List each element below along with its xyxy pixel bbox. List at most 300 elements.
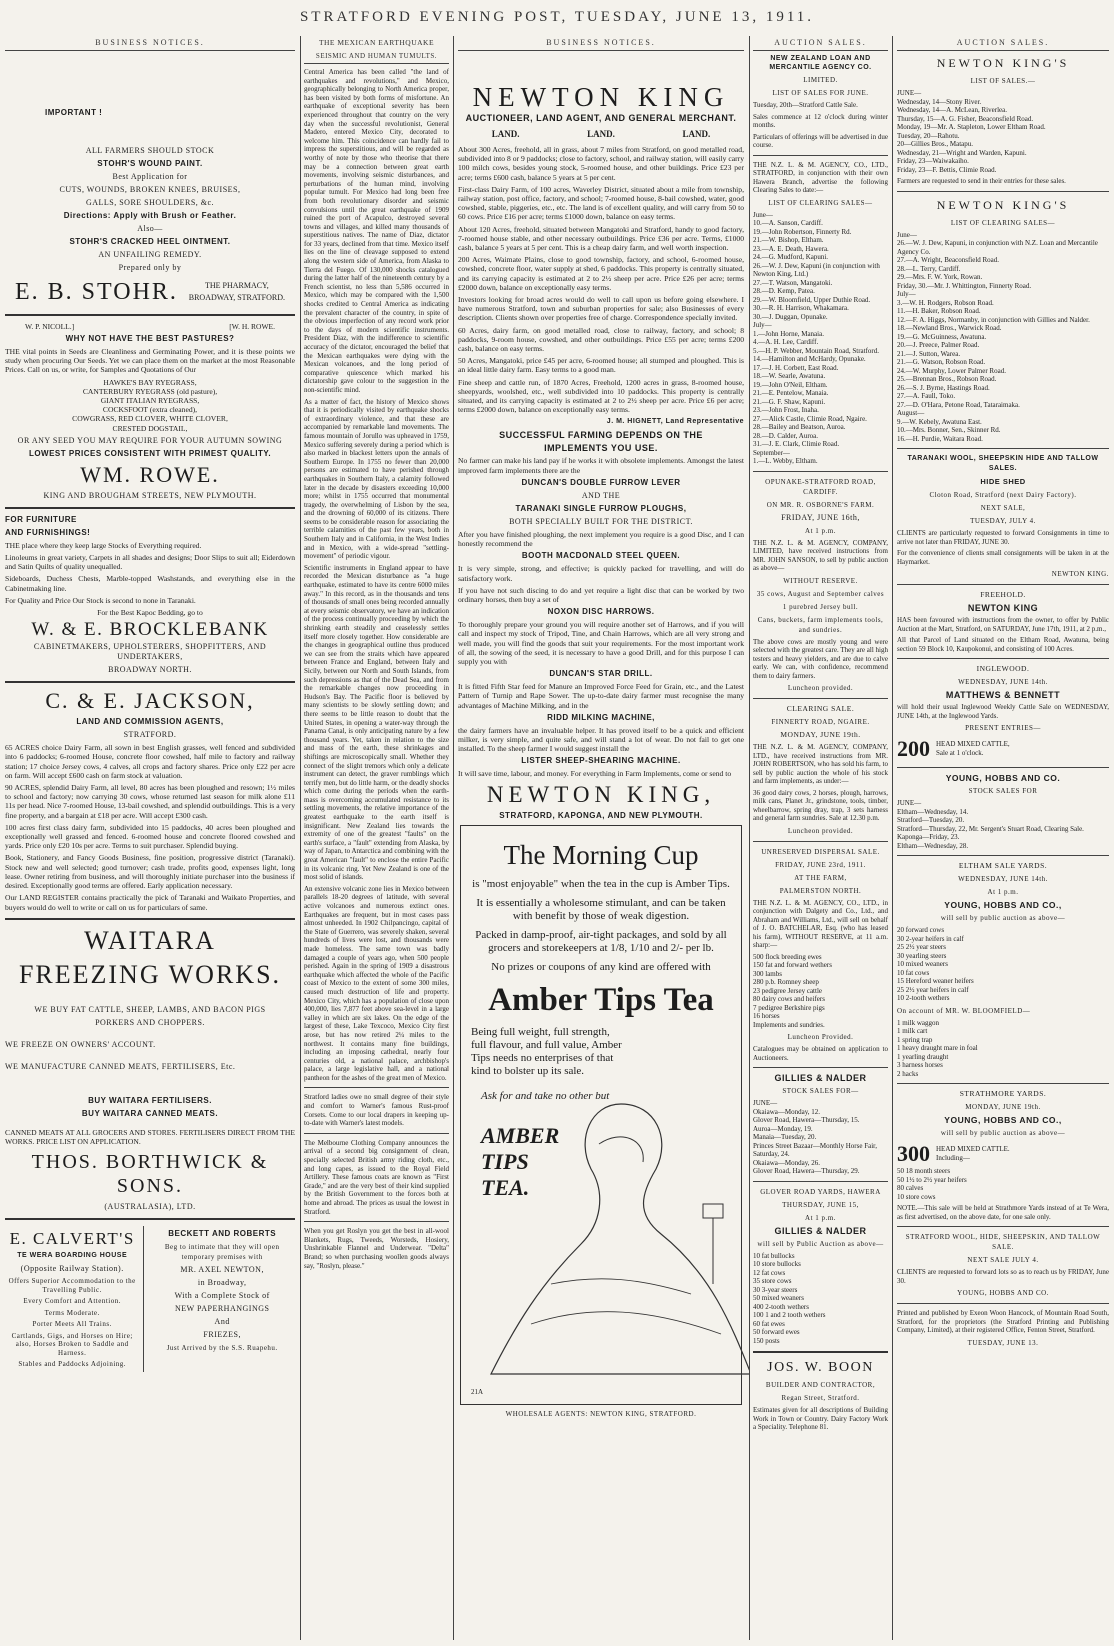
sale-entry: 19.—John Robertson, Finnerty Rd. [753,227,852,236]
ad-line: LAND AND COMMISSION AGENTS, [76,717,224,727]
ad-line: OR ANY SEED YOU MAY REQUIRE FOR YOUR AUTUMN SOWING [17,435,283,445]
ad-body: To thoroughly prepare your ground you will require another set of Harrows, and if you will call and inspect my stock of Tripod, Tine, and Chain Harrows, which are all very strong and well made, you will find the goods that suit your requirements. For the most important work of all, the sowing of the seed, it is necessary to have a good Drill, and for this purpose I can supply you with [458,620,744,666]
ad-address: KING AND BROUGHAM STREETS, NEW PLYMOUTH. [43,490,257,500]
listing: About 120 Acres, freehold, situated between Mangatoki and Stratford, handy to good factory, 7-roomed house stable, and other necessary outbuildings. Price £36 per acre. Terms, £1000 cash, balance 5 years at 5 per cent. This is a cheap dairy farm, and well worth inspection. [458,224,744,253]
ad-line: ON MR. R. OSBORNE'S FARM. [766,500,875,509]
sale-entry: 19.—G. McGuinness, Awatuna. [897,332,987,341]
sale-entry: Stratford—Tuesday, 20. [897,816,965,824]
sale-entry: 16.—H. Purdie, Waitara Road. [897,434,983,443]
ad-line: LIST OF SALES FOR JUNE. [772,89,869,97]
stock-item: 1 milk cart [897,1027,928,1035]
ad-body: Farmers are requested to send in their entries for these sales. [897,177,1066,185]
stock-item: 10 fat bullocks [753,1251,795,1260]
sale-entry: 21.—W. Bishop, Eltham. [753,236,824,244]
product-name: BOOTH MACDONALD STEEL QUEEN. [521,551,681,561]
ad-line: PRESENT ENTRIES— [965,724,1041,732]
ad-body: HAS been favoured with instructions from the owner, to offer by Public Auction at the Mart, Stratford, on SATURDAY, June 17th, 1911, at 2 p.m., [897,616,1109,633]
ad-line: STOCK SALES FOR [968,787,1038,795]
ad-line: STOCK SALES FOR— [782,1087,859,1095]
sale-entry: Eltham—Wednesday, 14. [897,807,969,816]
ad-line: WE MANUFACTURE CANNED MEATS, FERTILISERS, Etc. [5,1061,236,1071]
sale-entry: JUNE— [897,89,922,97]
stock-item: 12 fat cows [753,1268,786,1277]
sale-entry: 10.—Mrs. Bonner, Sen., Skinner Rd. [897,426,1001,434]
grass-item: CRESTED DOGSTAIL, [112,423,188,433]
advertiser-name: THOS. BORTHWICK & SONS. [31,1151,269,1198]
sale-entry: 28.—D. Kemp, Patea. [753,287,815,295]
imprint-date: TUESDAY, JUNE 13. [967,1338,1039,1347]
stock-item: 30 2-year heifers in calf [897,934,964,943]
sale-entry: JUNE— [753,1099,778,1107]
amber-tips-ad [460,825,742,1405]
listing: About 300 Acres, freehold, all in grass, about 7 miles from Stratford, on good metalled road, subdivided into 8 or 9 paddocks; close to factory, school, and railway station, will easily carry 100 milch cows, besides young stock, 5-roomed house, and other buildings. Price £23 per acre; terms £600 cash, balance 5 years at 5 per cent. [458,145,744,182]
grass-item: GIANT ITALIAN RYEGRASS, [100,396,200,406]
sale-entry: 21.—E. Pentelow, Manaia. [753,389,829,397]
article-paragraph: Central America has been called "the land of earthquakes and revolutions," and Mexico, geographically belonging to North America proper, has been visited by both forms of misfortune. An earthquake of exceptional severity has been experienced throughout that country on the very day when the successful revolutionist, General Madero, entered Mexico City, decorated to welcome him. This coincidence can hardly fail to impress the superstitious, and will be regarded as worthy of note by those who theorise that there may be a connection between great earth movements, involving seismic disturbances, and perturbations of the human mind, involving popular tumult. For Mexico had long been free from both revolutionary disorder and seismic convulsions until the great earthquake of 1909 ruined the port of Acapulco, destroyed several towns and villages, and killed many thousands of superstitious natives. The name of Diaz, dictator for 33 years, declined from that time. Mexico itself lies on the line of cleavage supposed to extend along the western side of America, from Alaska to Tierra del Fuego. Of 130,000 shocks catalogued during the latter half of the nineteenth century by a French scientist, no less than 5,586 occurred in Mexico, which may be compared with the 1,500 shocks credited to Central America as indicating the prevalent character of the country, in spite of the obvious imperfection of any record work prior to the days of modern scientific instruments. President Diaz, with the indifference to scientific accuracy of the dictator, encouraged the belief that the Mexican earthquakes were dying with the Mexican volcanoes, and the long period of comparative quiescence which marked his dictatorship gave colour to the suggestion in the non-scientific mind. [304,68,449,394]
stock-item: 50 1½ to 2½ year heifers [897,1175,967,1184]
stock-item: 100 1 and 2 tooth wethers [753,1311,826,1319]
ad-line: (Opposite Railway Station). [20,1264,124,1274]
ad-line: FRIEZES, [203,1330,241,1340]
entries-row [897,736,1109,762]
ad-line: Being full weight, full strength, full flavour, and full value, Amber Tips needs no enterprises of that kind to bolster up its sale. [471,1025,622,1077]
column-5 [892,36,1114,1640]
sale-entry: July— [897,290,916,298]
ad-body: 100 acres first class dairy farm, subdivided into 15 paddocks, 40 acres been ploughed and exceptionally well grassed and fenced. 6-roomed house and concrete floored cowshed and yards. Price only £20 10s per acre. Terms to suit purchaser. Splendid buying. [5,822,295,851]
stock-list [753,1252,888,1346]
ad-body: It is very simple, strong, and effective; is quickly packed for travelling, and will do satisfactory work. [458,564,744,583]
stock-item: 280 p.b. Romney sheep [753,978,819,986]
ad-body: the dairy farmers have an invaluable helper. It has proved itself to be a quick and efficient milker, is very simple, and quite safe, and will stand a lot of wear. Do not fail to get one installed. To the sheep farmer I would suggest install the [458,725,744,754]
ad-heading: AND FURNISHINGS! [5,527,91,537]
stohr-ad [5,55,295,308]
sale-entry: 27.—A. Wright, Beaconsfield Road. [897,256,1000,264]
package-line: TIPS [481,1148,529,1174]
ad-body: NOTE.—This sale will be held at Strathmore Yards instead of at Te Wera, as first advertised, on the above date, for one sale only. [897,1204,1109,1221]
ad-title: WAITARA [84,925,216,955]
bottom-ads [5,1226,295,1372]
stock-item: 1 yearling draught [897,1052,949,1061]
grass-item: COWGRASS, RED CLOVER, WHITE CLOVER, [72,414,228,424]
ad-body: Particulars of offerings will be advertised in due course. [753,132,888,149]
sale-entry: Eltham—Wednesday, 28. [897,841,969,850]
sale-date: WEDNESDAY, JUNE 14th. [958,875,1048,883]
sale-time: Sale at 1 o'clock. [936,749,984,757]
ad-line: Also— [137,224,163,233]
land-heading: LAND. [491,129,520,139]
ad-body: THE place where they keep large Stocks of Everything required. [5,540,202,550]
ad-line: Cartlands, Gigs, and Horses on Hire; also, Horses Broken to Saddle and Harness. [11,1331,133,1357]
ad-body: Book, Stationery, and Fancy Goods Business, fine position, progressive district (Taranaki). Stock new and well selected; good turnover; cash trade, profits good, expenses light, long lease. Owner retiring from business, and will thoroughly initiate purchaser into the business if desired. Exceptionally good terms are offered. Early application necessary. [5,853,295,891]
land-heading: LAND. [682,129,711,139]
land-heading: LAND. [587,129,615,139]
stock-item: 35 store cows [753,1277,792,1285]
ad-line: FINNERTY ROAD, NGAIRE. [771,718,870,726]
ad-line: will sell by public auction as above— [940,914,1066,922]
sale-title: FREEHOLD. [980,590,1026,599]
ad-body: It will save time, labour, and money. For everything in Farm Implements, come or send to [458,769,732,779]
ad-line: LIST OF CLEARING SALES— [768,198,873,207]
ad-body: Our LAND REGISTER contains practically the pick of Taranaki and Waikato Properties, and buyers would do well to write or call on us for particulars of same. [5,893,295,912]
sale-entry: Friday, 23—Waiwakaiho. [897,157,969,165]
auctioneer-name: GILLIES & NALDER [774,1073,867,1083]
column-header: AUCTION SALES. [897,36,1109,51]
product-name: NOXON DISC HARROWS. [547,607,655,617]
ad-line: Stables and Paddocks Adjoining. [18,1360,127,1369]
ad-line: NEW PAPERHANGINGS [174,1304,270,1314]
ad-body: For the Best Kapoc Bedding, go to [97,608,203,618]
ad-line: CUTS, WOUNDS, BROKEN KNEES, BRUISES, [59,185,241,194]
masthead [0,0,1114,34]
grass-item: COCKSFOOT (extra cleaned), [102,405,198,415]
ad-address: STRATFORD, KAPONGA, AND NEW PLYMOUTH. [499,810,703,820]
sale-date: FRIDAY, JUNE 16th, [781,512,860,522]
sale-title: UNRESERVED DISPERSAL SALE. [761,847,880,856]
sale-title: INGLEWOOD. [976,664,1030,673]
product-name: DUNCAN'S STAR DRILL. [549,669,653,679]
ad-body: 65 ACRES choice Dairy Farm, all sown in best English grasses, well fenced and subdivided into 6 paddocks; 6-roomed House, concrete floor cowshed, half mile to factory and railway station; 17 choice Jersey cows, 4 calves, all crops and factory shares. Price only £22 per acre on farm. Will accept £600 cash on farm stock at valuation. [5,743,295,780]
sale-entry: Wednesday, 21—Wright and Warden, Kapuni. [897,148,1027,157]
article-paragraph: An extensive volcanic zone lies in Mexico between parallels 18-20 degrees of latitude, with several active volcanoes and numerous extinct ones. Earthquakes are frequent, but in most cases pass almost unheeded. In 1902 Chilpancingo, capital of the State of Guerrero, was severely shaken, several hundreds of lives were lost, and thousands were made homeless. The same town was badly damaged a couple of years ago, when 500 people perished. Again in the spring of 1909 a disastrous earthquake which affected the whole of the Pacific coast of Mexico to the extent of some 300 miles, caused much destruction of life and property. Mexico City, which has a population of close upon 400,000, lies 7,877 feet above sea-level in a large valley in which are six lakes. On the edge of the largest of these, Lake Texcoco, Mexico City first arose, but has now retired 2¼ miles to the northwest. It contains many fine buildings, including an imposing cathedral, nearly four centuries old, a national palace, archbishop's palace, a large legislative hall, and a national pantheon for the ashes of the great men of Mexico. [304,884,449,1082]
sale-entry: 19.—John O'Neil, Eltham. [753,380,828,389]
stock-item: 23 pedigree Jersey cattle [753,986,822,995]
column-3 [453,36,749,1640]
jackson-ad [5,689,295,911]
sale-entry: 28.—D. Calder, Auroa. [753,431,819,440]
ad-body: For the convenience of clients small consignments will be taken in at the Haymarket. [897,549,1109,566]
listing: 60 Acres, dairy farm, on good metalled road, close to railway, factory, and school; 8 paddocks, 9-room house, cowshed, and other outbuildings. Price £55 per acre; terms £200 cash, balance on easy terms. [458,325,744,354]
advertiser-name: E. CALVERT'S [9,1229,135,1249]
sale-entry: Stratford—Thursday, 22, Mr. Sergent's Stuart Road, Clearing Sale. [897,824,1084,833]
ad-line: will sell by public auction as above— [940,1129,1066,1137]
ask-text [481,1084,631,1201]
sale-entry: 21.—G. F. Shaw, Kapuni. [753,397,826,406]
ad-body: All that Parcel of Land situated on the Eltham Road, Awatuna, being section 59 Block 10, Kaupokonui, and consisting of 100 Acres. [897,636,1109,653]
entries-count: 300 [897,1141,930,1166]
sales-list [753,1099,888,1176]
ad-line: HIDE SHED [980,477,1026,486]
ad-body: THE N.Z. L. & M. AGENCY, COMPANY, LTD., have received instructions from MR. JOHN ROBERTSON, who has sold his farm, to sell by public auction the whole of his stock and farm implements, as under:— [753,743,888,785]
pharmacy-address: BROADWAY, STRATFORD. [188,293,285,302]
sale-entry: Tuesday, 20—Rahotu. [897,131,960,140]
stock-list [897,926,1109,1003]
sale-entry: 29.—W. Bloomfield, Upper Duthie Road. [753,295,871,304]
ad-body: THE N.Z. L. & M. AGENCY, CO., LTD., in conjunction with Dalgety and Co., Ltd., and Abraham and Williams, Ltd., will sell on behalf of J. O. BATCHELAR, Esq. (who has leased his farm), WITHOUT RESERVE, at 11 a.m. sharp:— [753,898,888,949]
product-name: RIDD MILKING MACHINE, [547,712,655,722]
ad-body: Catalogues may be obtained on application to Auctioneers. [753,1045,888,1062]
sale-entry: 26.—S. J. Byrne, Hastings Road. [897,383,990,392]
ad-line: BUY WAITARA FERTILISERS. [88,1095,212,1105]
ad-body: THE N.Z. L. & M. AGENCY, COMPANY, LIMITED, have received instructions from MR. JOHN SANSON, to sell by public auction as above— [753,538,888,572]
ad-body: Estimates given for all descriptions of Building Work in Town or Country. Dairy Factory Work a Speciality. Telephone 81. [753,1406,888,1431]
stock-item: 50 18 month steers [897,1167,951,1175]
masthead-title: STRATFORD EVENING POST, TUESDAY, JUNE 13, 1911. [299,9,815,25]
auctioneer-name: MATTHEWS & BENNETT [945,690,1061,700]
ad-line: LIMITED. [803,76,838,84]
ad-body: After you have finished ploughing, the next implement you require is a good Disc, and I can honestly recommend the [458,529,744,549]
sale-entry: 17.—J. H. Corbett, East Road. [753,363,839,372]
partner-right: [W. H. ROWE. [229,322,275,331]
auctioneer-name: NEWTON KING'S [936,56,1070,70]
pharmacy-name: THE PHARMACY, [204,281,269,290]
lady-illustration [471,1084,749,1384]
entries-label: HEAD MIXED CATTLE, [936,740,1010,748]
sale-title: CLEARING SALE. [786,704,855,713]
ad-line: will sell by Public Auction as above— [757,1239,884,1248]
product-name: DUNCAN'S DOUBLE FURROW LEVER [521,477,681,487]
sale-entry: 30.—J. Duggan, Opunake. [753,312,828,321]
ad-line: AT THE FARM, [794,873,847,882]
ad-body: No farmer can make his land pay if he works it with obsolete implements. Amongst the latest improved farm implements there are the [458,456,744,475]
ad-line: in Broadway, [197,1278,247,1288]
stock-item: Cans, buckets, farm implements tools, and sundries. [757,615,884,634]
ad-line: MR. AXEL NEWTON, [180,1265,264,1275]
entries-count: 200 [897,736,930,761]
ad-line: Including— [936,1154,970,1162]
ad-line: TE WERA BOARDING HOUSE [17,1252,128,1260]
sale-entry: 20.—J. Preece, Palmer Road. [897,341,980,349]
auctioneer-name: YOUNG, HOBBS AND CO., [944,1115,1062,1125]
sale-date: TUESDAY, JULY 4. [970,517,1036,525]
listing: Fine sheep and cattle run, of 1870 Acres, Freehold, 1200 acres in grass, 8-roomed house, sheepyards, woolshed, etc., well subdivided into 10 paddocks. This property is centrally situated, and its carrying capacity is estimated at 2 to 2½ sheep per acre. Price £6 per acre; terms £2000 down, balance on exceptionally easy terms. [458,377,744,415]
listing: 50 Acres, Mangatoki, price £45 per acre, 6-roomed house; all stumped and ploughed. This is an ideal little dairy farm. Easy terms to a good man. [458,356,744,375]
ad-heading: SUCCESSFUL FARMING DEPENDS ON THE [499,430,703,441]
stock-item: 30 3-year steers [753,1285,798,1294]
sale-entry: 4.—A. H. Lee, Cardiff. [753,338,819,346]
ad-title: The Morning Cup [503,839,699,870]
stock-item: 150 posts [753,1336,780,1345]
ad-line: And [214,1317,230,1327]
sale-entry: 25.—Brennan Bros., Robson Road. [897,375,997,383]
stock-item: 2 hacks [897,1069,919,1078]
sale-entry: 26.—W. J. Dew, Kapuni (in conjunction with Newton King, Ltd.) [753,261,880,278]
sale-title: STRATFORD WOOL, HIDE, SHEEPSKIN, AND TALLOW SALE. [905,1233,1101,1251]
ad-body: CLIENTS are particularly requested to forward Consignments in time to arrive not later than FRIDAY, JUNE 30. [897,529,1109,546]
sale-entry: 1.—L. Webby, Eltham. [753,457,818,465]
ad-line: Packed in damp-proof, air-tight packages, and sold by all grocers and storekeepers at 1/8, 1/10 and 2/- per lb. [475,928,727,954]
ad-line: IMPORTANT ! [45,108,103,117]
representative: J. M. HIGNETT, Land Representative [606,418,744,426]
land-headings [458,129,744,139]
sale-time: At 1 p.m. [987,888,1019,896]
local-notice: The Melbourne Clothing Company announces the arrival of a second big consignment of clean, specially selected British army riding cloth, etc., and long capes, as issued to the Royal Field Artillery. These famous coats are known as "First Grade," and are the very best of their kind supplied by the British Government to the forces both at home and abroad. The prices as usual the lowest in Stratford. [304,1138,449,1216]
advertiser-name: C. & E. JACKSON, [45,688,255,714]
ad-title: FREEZING WORKS. [18,959,282,989]
sale-entry: 12.—F. A. Higgs, Normanby, in conjunction with Gillies and Nalder. [897,315,1090,324]
local-notice: Stratford ladies owe no small degree of their style and comfort to Warner's famous Rust-proof Corsets. Come to our local drapers in keeping up-to-date with Warner's latest models. [304,1093,449,1128]
sale-entry: June— [753,210,773,219]
ad-line: STOHR'S CRACKED HEEL OINTMENT. [69,237,231,246]
ad-line: LIST OF SALES.— [970,77,1036,85]
ad-line: STRATFORD. [123,730,177,740]
auctioneer-name: NEWTON KING'S [936,197,1070,212]
sale-entry: July— [753,321,772,329]
article-headline: THE MEXICAN EARTHQUAKE [318,38,435,47]
ad-body: 90 ACRES, splendid Dairy Farm, all level, 80 acres has been ploughed and resown; 1½ miles to school and factory; now carrying 30 cows, whose returned last season for milk alone £11 11s per head. Nice 7-roomed House, 13-bail cowshed, and splendid outbuildings. This is a very fine property, and a bargain at £18 per acre. Will accept £300 cash. [5,783,295,820]
sale-entry: Kaponga—Friday, 23. [897,833,960,841]
stock-item: Implements and sundries. [753,1020,825,1029]
ad-line: BUY WAITARA CANNED MEATS. [81,1108,219,1118]
ad-line: Luncheon Provided. [787,1033,854,1041]
sale-entry: 21.—G. Watson, Robson Road. [897,358,986,366]
stock-item: 25 2½ year heifers in calf [897,985,969,994]
article-paragraph: As a matter of fact, the history of Mexico shows that it is periodically visited by earthquake shocks of extraordinary violence, and that these are accompanied by remarkable land movements. The famous mountain of Jorullo was upheaved in 1759, Mexico suffering severely during a period which is also marked in blackest letters upon the annals of Southern Europe. In 1755 no fewer than 20,000 persons are estimated to have perished through earthquakes in Southern Italy, a calamity followed later in the decade by disasters exceeding 10,000 more; whilst in 1755 occurred that monumental tragedy, the overwhelming of Lisbon by the sea, and the drowning of 60,000 of its citizens. There seems to be considerable reason for associating the terrible calamities of the past few years, both in Southern Italy and in California, in the West Indies and in Mexico, with a wide-spread "settling-movement" of periodic vigour. [304,397,449,561]
product-name: TARANAKI SINGLE FURROW PLOUGHS, [515,503,687,513]
ad-line: (AUSTRALASIA), LTD. [104,1202,196,1212]
clearing-sales-list [897,231,1109,444]
imprint: Printed and published by Exeon Woon Hancock, of Mountain Road South, Stratford, for the proprietors (the Stratford Printing and Publishing Company, Limited), at their registered Office, Fenton Street, Stratford. [897,1309,1109,1334]
sale-entry: 23.—A. E. Death, Hawera. [753,244,829,253]
ad-code: 21A [471,1387,484,1396]
stock-item: 10 2-tooth wethers [897,994,950,1002]
advertiser-name: NEWTON KING, [486,781,716,807]
sale-entry: Monday, 19—Mr. A. Stapleton, Lower Eltham Road. [897,123,1046,131]
ad-line: PORKERS AND CHOPPERS. [95,1017,205,1027]
sale-title: GLOVER ROAD YARDS, HAWERA [760,1187,881,1196]
package-line: AMBER [481,1122,560,1148]
stock-item: 300 lambs [753,969,782,978]
ad-line: Offers Superior Accommodation to the Travelling Public. [8,1277,136,1294]
ad-line: ALL FARMERS SHOULD STOCK [85,146,215,155]
ad-line: LIST OF CLEARING SALES— [950,218,1056,227]
ad-heading: WHY NOT HAVE THE BEST PASTURES? [65,334,235,343]
listing: Investors looking for broad acres would do well to call upon us before going elsewhere. I have numerous Stratford, town and suburban properties for sale; also Businesses of every description. Clients shown over properties free of charge. Correspondence specially invited. [458,295,744,323]
ad-body: Linoleums in great variety, Carpets in all shades and designs; Door Slips to suit all; Eiderdown and Satin Quilts of quality unequalled. [5,553,295,572]
column-header: BUSINESS NOTICES. [5,36,295,51]
auctioneer-name: NEWTON KING [967,603,1039,613]
sale-entry: 29.—Mrs. F. W. York, Rowan. [897,273,983,281]
stock-item: 15 Hereford weaner heifers [897,977,974,985]
ad-address: Cloton Road, Stratford (next Dairy Factory). [929,491,1077,499]
stock-item: 25 2½ year steers [897,943,946,951]
advertiser-name: E. B. STOHR. [15,279,178,305]
sale-entry: 28.—Bailey and Beatson, Auroa. [753,423,846,431]
stock-item: 60 fat ewes [753,1319,785,1328]
ad-body: 36 good dairy cows, 2 horses, plough, harrows, milk cans, Planet Jr., grindstone, tools, timber, wheelbarrow, spring dray, trap, 3 sets harness and general farm sundries. Sale at 12.30 p.m. [753,788,888,822]
stock-item: 7 pedigree Berkshire pigs [753,1003,825,1012]
ad-signature: NEWTON KING. [1051,570,1109,578]
sale-entry: 26.—W. J. Dew, Kapuni, in conjunction with N.Z. Loan and Mercantile Agency Co. [897,239,1098,256]
ad-line: NEXT SALE, [980,504,1026,512]
column-header: BUSINESS NOTICES. [458,36,744,51]
sale-entry: Friday, 30.—Mr. J. Whittington, Finnerty Road. [897,281,1032,290]
stock-item: 10 store bullocks [753,1260,801,1268]
stock-item: 30 yearling steers [897,951,947,960]
sale-entry: 18.—W. Searle, Awatuna. [753,372,826,380]
ad-line: CABINETMAKERS, UPHOLSTERERS, SHOPFITTERS, AND UNDERTAKERS, [33,642,267,662]
sale-entry: September— [753,448,790,457]
sale-date: MONDAY, JUNE 19th. [965,1103,1041,1111]
column-1 [0,36,300,1640]
ad-line: WE FREEZE ON OWNERS' ACCOUNT. [5,1039,156,1049]
sale-entry: 24.—W. Murphy, Lower Palmer Road. [897,366,1006,375]
column-4 [749,36,892,1640]
sale-entry: Manaia—Tuesday, 20. [753,1133,817,1141]
ad-line: GALLS, SORE SHOULDERS, &c. [85,198,215,207]
ad-address: Regan Street, Stratford. [781,1394,860,1402]
article-subheadline: SEISMIC AND HUMAN TUMULTS. [304,50,449,64]
ad-line: NEXT SALE JULY 4. [967,1256,1039,1264]
ad-line: Luncheon provided. [787,684,854,692]
stock-list [897,1167,1109,1201]
ad-body: THE vital points in Seeds are Cleanliness and Germinating Power, and it is these points we study when procuring Our Seeds. Yet we can place them on the market at the most Reasonable Prices. Call on us, or write, for Samples and Quotations of Our [5,347,295,375]
sale-entry: 27.—Alick Castle, Climie Road, Ngaire. [753,414,867,423]
stock-item: 10 store cows [897,1192,936,1201]
sale-date: THURSDAY, JUNE 15, [782,1200,859,1209]
ad-address: BROADWAY NORTH. [108,665,192,675]
stock-item: 35 cows, August and September calves [756,589,885,598]
auctioneer-name: NEW ZEALAND LOAN AND MERCANTILE AGENCY CO. [769,55,872,71]
ad-line: Porter Meets All Trains. [32,1320,112,1329]
auctioneer-name: YOUNG, HOBBS AND CO. [945,773,1061,783]
sale-entry: 31.—J. E. Clark, Climie Road. [753,440,840,448]
sale-entry: 23.—John Frost, Inaha. [753,406,819,414]
advertiser-name: W. & E. BROCKLEBANK [31,619,269,641]
sale-date: MONDAY, JUNE 19th. [780,730,861,739]
rowe-ad [5,322,295,501]
sale-entry: Friday, 23—F. Bettis, Climie Road. [897,165,997,174]
sale-entry: Glover Road, Hawera—Thursday, 29. [753,1167,860,1175]
sale-entry: Okaiawa—Monday, 12. [753,1107,821,1116]
sale-time: At 1 p.m. [805,1213,836,1222]
stock-item: 10 mixed weaners [897,960,948,968]
stock-item: 50 forward ewes [753,1328,800,1336]
ad-body: Sales commence at 12 o'clock during winter months. [753,112,888,129]
ad-line: BUILDER AND CONTRACTOR, [765,1381,876,1389]
sale-entry: Wednesday, 14—Stony River. [897,97,982,106]
package-label [481,1123,631,1201]
sale-entry: 11.—H. Baker, Robson Road. [897,307,981,315]
ad-line: STOHR'S WOUND PAINT. [97,159,203,168]
ad-line: Prepared only by [118,263,182,272]
stock-item: 1 purebred Jersey bull. [782,602,859,611]
sale-time: At 1 p.m. [805,526,836,535]
column-header: AUCTION SALES. [753,36,888,51]
stohr-signature [5,276,295,308]
sales-list [897,89,1109,174]
sale-entry: Wednesday, 14—A. McLean, Riverlea. [897,106,1007,114]
article-paragraph: Scientific instruments in England appear to have recorded the Mexican disturbance as "a huge earthquake, estimated to have its centre 6000 miles away." In this record, as in the thousands and tens of thousands of small ones being recorded annually at every seismic observatory, we have an indication of the process continually proceeding by which the shrinking earth steadily and ceaselessly settles itself more closely together. How considerable are the changes in geographical outline thus produced we can see from the straits which have appeared between France and England, between Italy and Sicily, between our North and South Islands, from such depressions as that of the Dead Sea, and from the remarkable changes now proceeding in Hudson's Bay. The Pacific floor is believed by many scientists to be slowly settling down; and there seems to be little reason to doubt that the United States, in opening a water-way through the Panama Canal, is only anticipating nature by a few thousand years. Yet, taken in relation to the size and mass of the earth, these shrinkages and shiftings are microscopically small. Whether they connect of the slight tremors which only a delicate instrument can detect, the graver rumblings which terrify men, but do little harm, or the deadly shocks which come during the periods when the earth-mass is overcoming accumulated resistance to its settling movements, the relative importance of the greatest earthquake to the earth itself is insignificant. New Zealand lies towards the extremity of one of the greatest "faults" on the earth's surface, a "fault" extending from Alaska, by way of Japan, to Antarctica and combining with the great American "fault" to enclose the entire Pacific in its volcanic ring. Yet New Zealand is one of the most solid of islands. [304,563,449,882]
advertiser-name: NEWTON KING [472,82,730,112]
sale-entry: 24.—G. Mudford, Kapuni. [753,253,829,261]
ad-body: The above cows are mostly young and were selected with the greatest care. They are all high testers and heavy yielders, and are due to calve early. We can, with confidence, recommend them to dairy farmers. [753,637,888,680]
sale-entry: Okaiawa—Monday, 26. [753,1158,821,1167]
stock-item: 80 dairy cows and heifers [753,995,825,1003]
ad-line: It is essentially a wholesome stimulant, and can be taken with benefit by those of weak digestion. [476,896,726,922]
ad-line: AUCTIONEER, LAND AGENT, AND GENERAL MERCHANT. [465,113,737,123]
sale-entry: 5.—H. P. Webber, Mountain Road, Stratford. [753,346,879,355]
ad-signature: YOUNG, HOBBS AND CO. [957,1289,1049,1297]
ad-line: Ask for and take no other but [481,1089,610,1102]
sale-title: OPUNAKE-STRATFORD ROAD, CARDIFF. [765,477,876,496]
ad-line: Directions: Apply with Brush or Feather. [63,211,237,220]
package-line: TEA. [481,1174,530,1200]
sale-entry: 30.—R. H. Harrison, Whakamara. [753,304,849,312]
auctioneer-name: YOUNG, HOBBS AND CO., [944,900,1062,910]
sale-date: FRIDAY, JUNE 23rd, 1911. [775,860,866,869]
product-name: LISTER SHEEP-SHEARING MACHINE. [521,756,681,766]
listing: First-class Dairy Farm, of 100 acres, Waverley District, situated about a mile from township, railway station, post office, factory, and school; 7-roomed house, 8-bail cowshed, water, good cowshed, stable, piggeries, etc., etc. The land is of excellent quality, and will carry from 50 to 60 cows. Price £16 per acre; terms £1000 down, balance on easy terms. [458,184,744,222]
ad-line: AND THE [581,490,621,500]
auctioneer-name: GILLIES & NALDER [774,1225,867,1236]
stock-item: 20 forward cows [897,926,945,934]
advertiser-name: BECKETT AND ROBERTS [168,1229,277,1239]
sale-title: TARANAKI WOOL, SHEEPSKIN HIDE AND TALLOW SALES. [907,455,1099,472]
ad-line: Terms Moderate. [44,1308,100,1317]
ad-body: It is fitted Fifth Star feed for Manure an Improved Force Feed for Grain, etc., and the Latest Pattern of Turnip and Rape Sower. The up-to-date dairy farmer must recognise the many advantages of Machine Milking, and in the [458,682,744,710]
ad-line: No prizes or coupons of any kind are offered with [491,960,711,973]
sale-entry: Glover Road, Hawera—Thursday, 15. [753,1116,860,1124]
